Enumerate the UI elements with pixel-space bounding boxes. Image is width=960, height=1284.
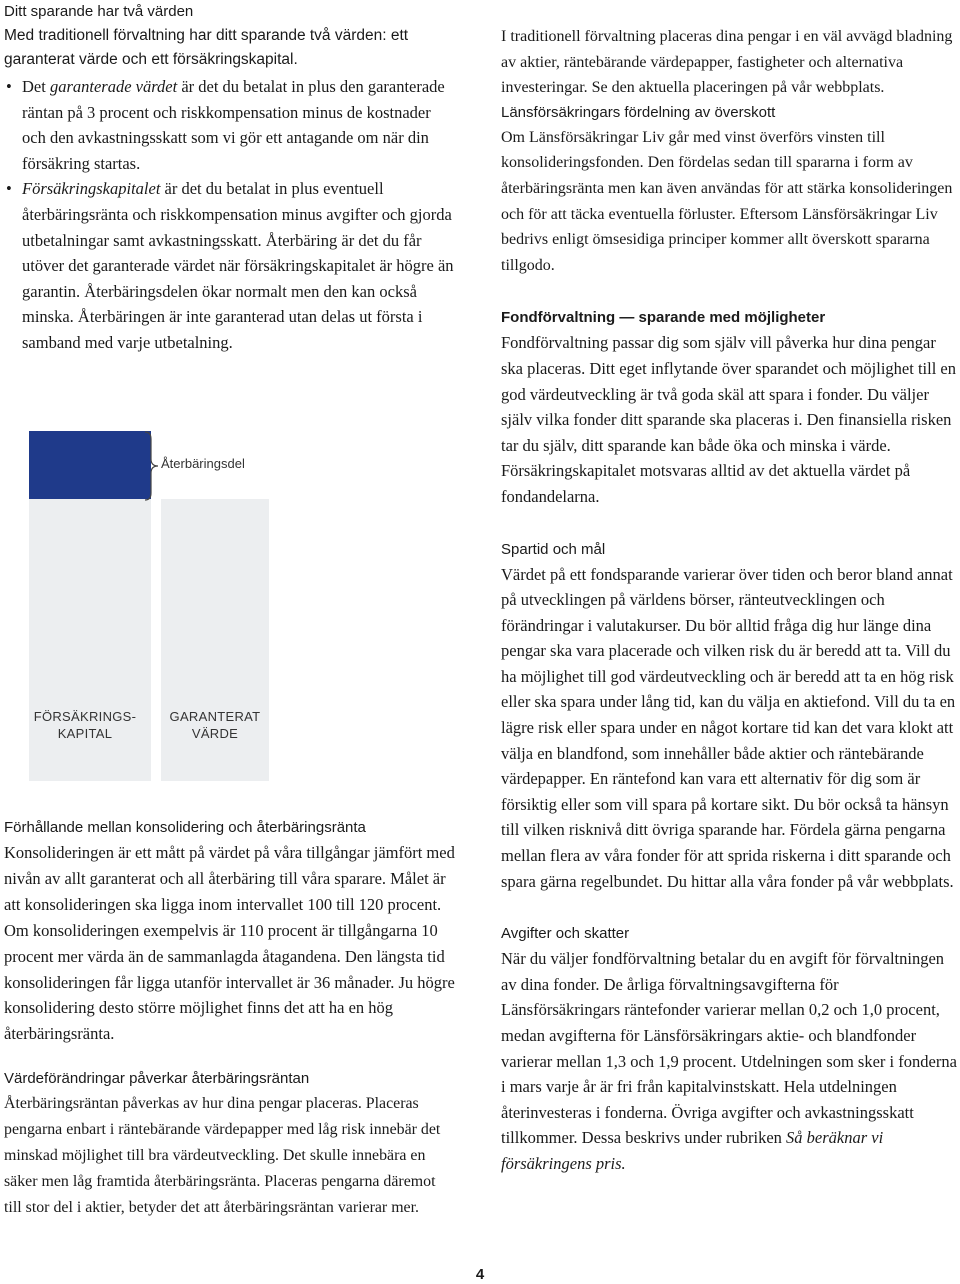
traditional-management-text: I traditionell förvaltning placeras dina pengar i en väl avvägd bladning av aktier, räntebärande värdepapper, fastigheter och alternativa investeringar. Se den aktuella placeringen på vår webbplats. (501, 28, 953, 97)
consolidation-body: Konsolideringen är ett mått på värdet på våra tillgångar jämfört med nivån av allt garanterat och all återbäring till våra sparare. Målet är att konsolideringen ska ligga inom intervallet 100 till 120 procent. Om konsolideringen exempelvis är 110 procent är tillgångarna 10 procent mer värda än de sammanlagda åtagandena. Den längsta tid konsolideringen får ligga utanför intervallet är 36 månader. Ju högre konsolidering desto större möjlighet finns det att ha en hög återbäringsränta. (4, 843, 455, 1044)
return-part-bar-segment (29, 431, 151, 499)
left-column-lower (4, 816, 456, 1221)
value-change-body: Återbäringsräntan påverkas av hur dina pengar placeras. Placeras pengarna enbart i räntebärande värdepapper med låg risk innebär det minskad möjlighet till bra värdeutveckling. Det skulle innebära en säker men låg framtida återbäringsränta. Placeras pengarna däremot till stor del i aktier, betyder det att återbäringsräntan varierar mer. (4, 1095, 441, 1216)
fund-management-body: Fondförvaltning passar dig som själv vill påverka hur dina pengar ska placeras. Ditt eget inflytande över sparandet och möjlighet till en god värdeutveckling är två goda skäl att spara i fonder. Du väljer själv vilka fonder ditt sparande ska placeras i. Den finansiella risken tar du själv, ditt sparande kan både öka och minska i värde. Försäkringskapitalet motsvaras alltid av det aktuella värdet på fondandelarna. (501, 333, 956, 506)
left-column (4, 0, 456, 356)
fund-management-heading: Fondförvaltning — sparande med möjligheter (501, 309, 826, 327)
page-number: 4 (475, 1266, 485, 1283)
fees-taxes-body: När du väljer fondförvaltning betalar du en avgift för förvaltningen av dina fonder. De årliga förvaltningsavgifterna för Länsförsäkringars räntefonder varierar mellan 0,2 och 1,0 procent, medan avgifterna för Länsförsäkringars aktie- och blandfonder varierar mellan 1,3 och 1,9 procent. Utdelningen som sker i fonderna i mars varje år är fri från kapitalvinstskatt. Hela utdelningen återinvesteras i fonderna. Övriga avgifter och avkastningsskatt tillkommer. Dessa beskrivs under rubriken Så beräknar vi försäkringens pris. (501, 949, 957, 1173)
value-change-heading: Värdeförändringar påverkar återbäringsräntan (4, 1070, 310, 1088)
intro-text: Med traditionell förvaltning har ditt sparande två värden: ett garanterat värde och ett försäkringskapital. (4, 27, 409, 68)
surplus-distribution-body: Om Länsförsäkringar Liv går med vinst överförs vinsten till konsolideringsfonden. Den fördelas sedan till spararna i form av återbäringsränta men kan även användas för att stärka konsolideringen och för att täcka eventuella förluster. Eftersom Länsförsäkringar Liv bedrivs enligt ömsesidiga principer kommer allt överskott spararna tillgodo. (501, 128, 953, 274)
savings-period-heading: Spartid och mål (501, 540, 606, 558)
fees-taxes-heading: Avgifter och skatter (501, 925, 630, 943)
bullet-insurance-capital: • Försäkringskapitalet är det du betalat in plus eventuell återbäringsränta och riskkompensation minus avgifter och gjorda utbetalningar samt avkastningsskatt. Återbäring är det du får utöver det garanterade värdet när försäkringskapitalet är högre än garantin. Återbäringsdelen ökar normalt men den kan också minska. Återbäringen är inte garanterad utan delas ut första i samband med varje utbetalning. (4, 176, 456, 355)
savings-period-body: Värdet på ett fondsparande varierar över tiden och beror bland annat på utvecklingen på världens börser, ränteutvecklingen och förändringar i valutakurser. Du bör alltid fråga dig hur länge dina pengar ska vara placerade och vilken risk du är beredd att ta. Vill du ha möjlighet till god värdeutveckling och är beredd att ta en hög risk eller ska spara under lång tid, kan du välja en aktiefond. Vill du ta en lägre risk eller spara under en något kortare tid kan det vara klokt att välja en blandfond, som innehåller både aktier och räntebärande värdepapper. En räntefond kan vara ett alternativ för dig som är försiktig eller som vill spara på kortare sikt. Du bör också ta hänsyn till vilken risknivå ditt övriga sparande har. Fördela gärna pengarna mellan flera av våra fonder för att sprida riskerna i ditt sparande och spara gärna regelbundet. Du hittar alla våra fonder på vår webbplats. (501, 564, 956, 891)
return-part-label: Återbäringsdel (161, 456, 245, 471)
pricing-reference: Så beräknar vi försäkringens pris. (501, 1128, 884, 1173)
value-bullet-list (4, 74, 456, 356)
insurance-capital-label: FÖRSÄKRINGS-KAPITAL (33, 709, 137, 741)
consolidation-heading: Förhållande mellan konsolidering och återbäringsränta (4, 819, 366, 836)
curly-brace-icon (141, 431, 161, 501)
surplus-distribution-heading: Länsförsäkringars fördelning av överskott (501, 103, 776, 121)
bullet-guaranteed-value: • Det garanterade värdet är det du betalat in plus den garanterade räntan på 3 procent och riskkompensation minus de kostnader och den avkastningsskatt som vi gör ett antagande om när din försäkring startas. (4, 74, 456, 176)
guaranteed-value-label: GARANTERAT VÄRDE (169, 709, 261, 741)
section-title-two-values: Ditt sparande har två värden (4, 3, 194, 20)
right-column (501, 24, 958, 1177)
